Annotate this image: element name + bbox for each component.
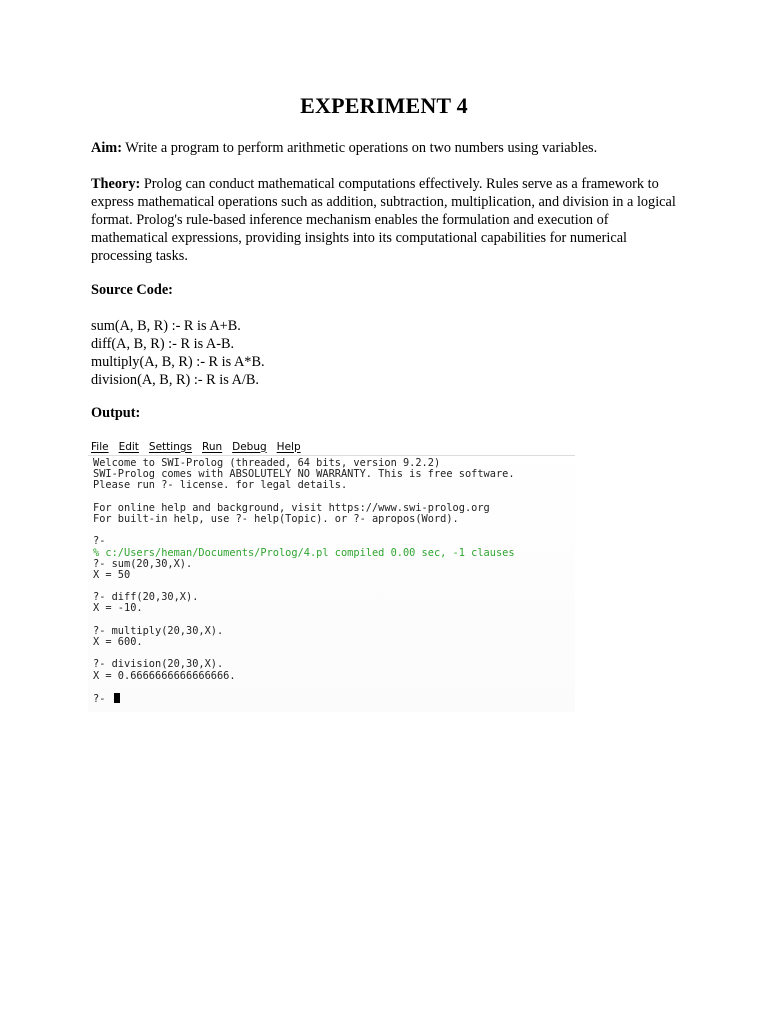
console-line: Please run ?- license. for legal details.	[93, 479, 348, 492]
console-line: ?- sum(20,30,X).	[93, 557, 193, 570]
menu-run[interactable]: Run	[202, 440, 223, 453]
console-line: For online help and background, visit https://www.swi-prolog.org	[93, 501, 490, 514]
theory-text: Prolog can conduct mathematical computations effectively. Rules serve as a framework to express mathematical operations such as addition, subtraction, multiplication, and division in a logical format. Prolog's rule-based inference mechanism enables the formulation and execution of mathematical expressions, providing insights into its computational capabilities for numerical processing tasks.	[91, 176, 676, 264]
output-heading: Output:	[91, 405, 141, 421]
console-line: X = 0.6666666666666666.	[93, 669, 236, 682]
console-prompt-line[interactable]	[93, 693, 575, 704]
swi-prolog-console-screenshot	[88, 438, 575, 712]
aim-paragraph	[91, 139, 681, 157]
page-title: EXPERIMENT 4	[300, 93, 468, 118]
source-code-heading: Source Code:	[91, 282, 173, 298]
text-cursor	[114, 693, 120, 703]
aim-label: Aim:	[91, 140, 122, 156]
console-line: X = 600.	[93, 636, 143, 648]
menu-help[interactable]: Help	[276, 440, 301, 453]
console-menubar	[88, 438, 575, 456]
theory-label: Theory:	[91, 176, 141, 192]
console-line: Welcome to SWI-Prolog (threaded, 64 bits, version 9.2.2)	[93, 457, 441, 469]
console-prompt: ?-	[93, 692, 112, 705]
console-output[interactable]	[88, 456, 575, 704]
menu-debug[interactable]: Debug	[232, 440, 267, 453]
aim-text: Write a program to perform arithmetic operations on two numbers using variables.	[125, 140, 598, 156]
code-line: division(A, B, R) :- R is A/B.	[91, 372, 260, 388]
console-compile-message: % c:/Users/heman/Documents/Prolog/4.pl compiled 0.00 sec, -1 clauses	[93, 546, 515, 559]
console-line	[93, 525, 575, 536]
source-code-block	[91, 317, 265, 389]
code-line: sum(A, B, R) :- R is A+B.	[91, 318, 241, 334]
console-line: ?- diff(20,30,X).	[93, 591, 199, 604]
console-line	[93, 682, 575, 693]
console-line: ?- multiply(20,30,X).	[93, 624, 224, 637]
console-line: ?-	[93, 535, 106, 548]
theory-paragraph	[91, 175, 681, 265]
console-line: ?- division(20,30,X).	[93, 658, 224, 671]
code-line: multiply(A, B, R) :- R is A*B.	[91, 354, 265, 370]
console-line: X = 50	[93, 568, 131, 581]
code-line: diff(A, B, R) :- R is A-B.	[91, 336, 235, 352]
menu-settings[interactable]: Settings	[148, 440, 192, 453]
menu-edit[interactable]: Edit	[118, 440, 139, 453]
console-line: X = -10.	[93, 602, 143, 615]
menu-file[interactable]: File	[91, 440, 109, 453]
console-line: For built-in help, use ?- help(Topic). or ?- apropos(Word).	[93, 512, 459, 525]
console-line: SWI-Prolog comes with ABSOLUTELY NO WARRANTY. This is free software.	[93, 468, 515, 481]
